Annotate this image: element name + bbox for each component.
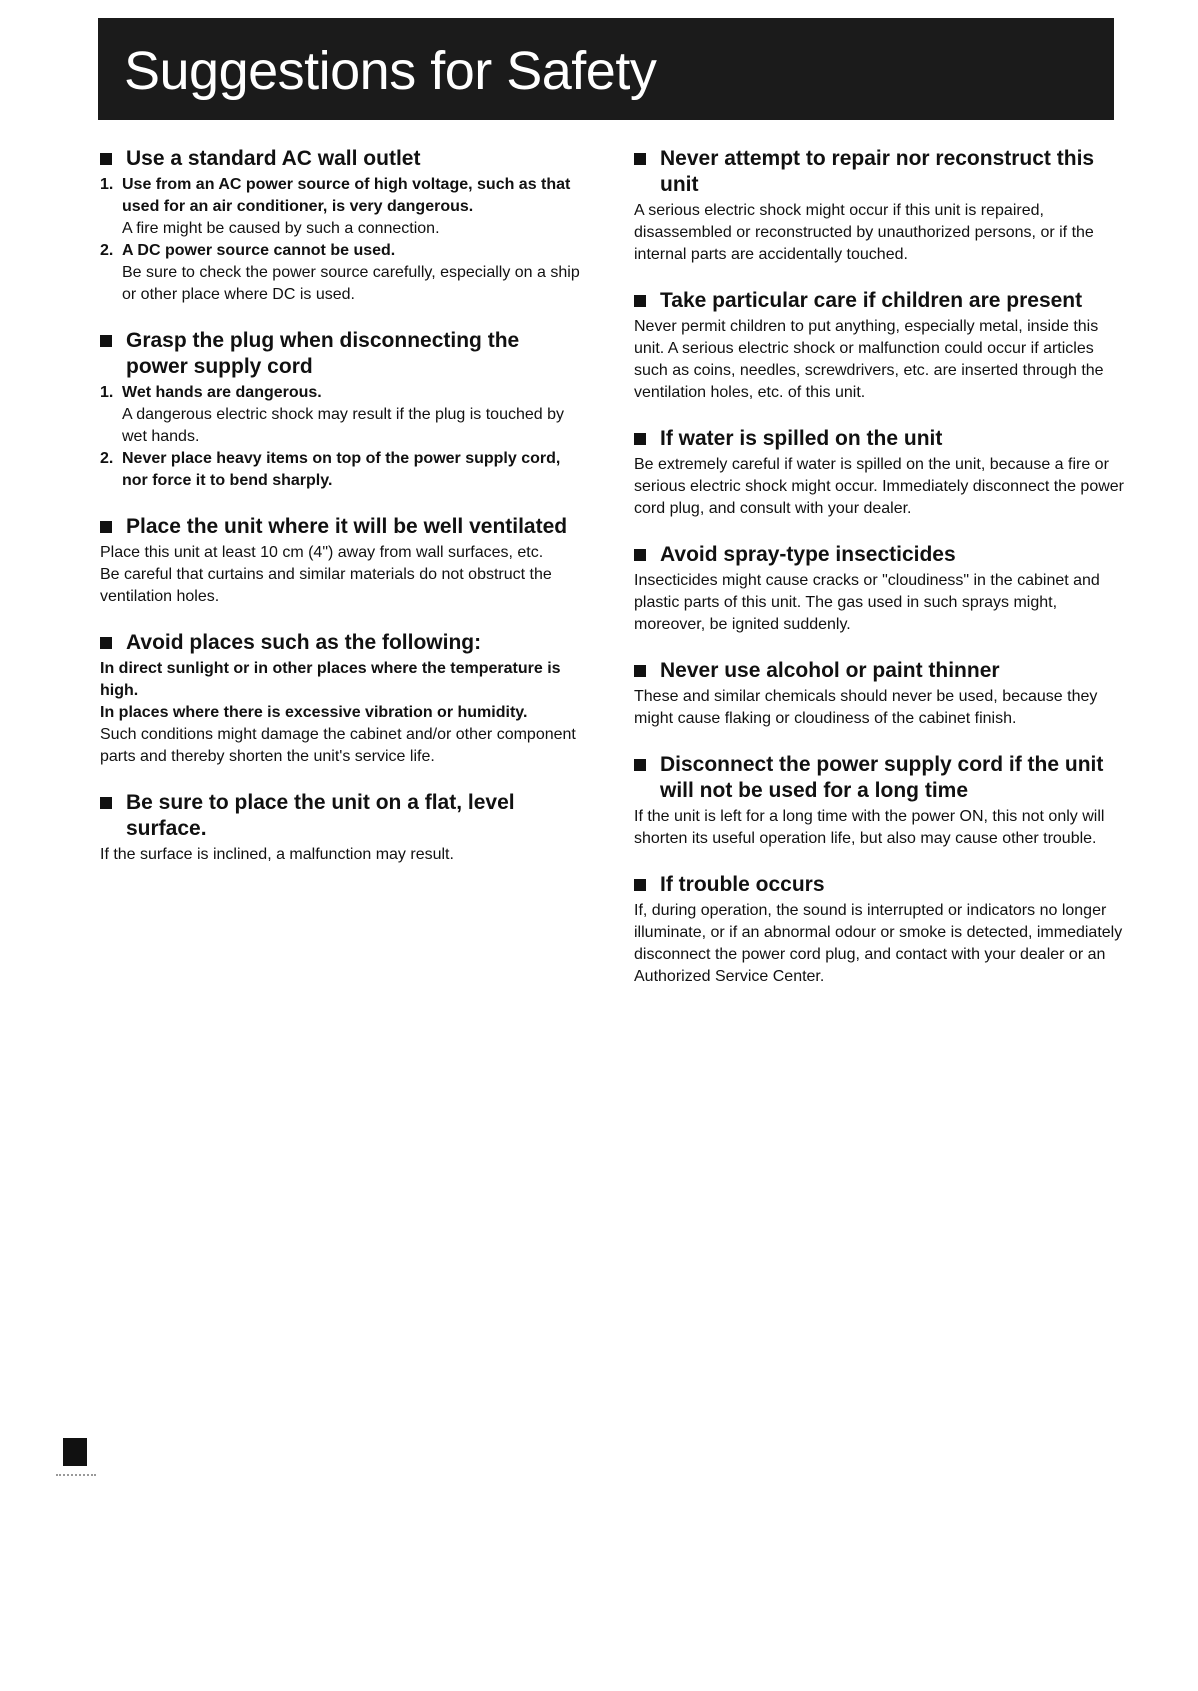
section-alcohol bbox=[634, 658, 1126, 730]
section-repair bbox=[634, 146, 1126, 266]
item-number: 2. bbox=[100, 450, 114, 467]
item-warning: Use from an AC power source of high voltage, such as that used for an air conditioner, is very dangerous. bbox=[122, 176, 571, 215]
section-heading: Disconnect the power supply cord if the unit will not be used for a long time bbox=[660, 753, 1104, 802]
section-text: If, during operation, the sound is interrupted or indicators no longer illuminate, or if an abnormal odour or smoke is detected, immediately disconnect the power cord plug, and contact with your dealer or an Authorized Service Center. bbox=[634, 902, 1123, 985]
section-text: Be careful that curtains and similar materials do not obstruct the ventilation holes. bbox=[100, 566, 552, 605]
item-text: A dangerous electric shock may result if the plug is touched by wet hands. bbox=[122, 406, 565, 445]
section-avoid-places bbox=[100, 630, 585, 768]
section-heading: Never use alcohol or paint thinner bbox=[660, 659, 1000, 682]
section-text: These and similar chemicals should never be used, because they might cause flaking or cloudiness of the cabinet finish. bbox=[634, 688, 1098, 727]
bullet-square-icon bbox=[634, 295, 646, 307]
section-warning: In places where there is excessive vibration or humidity. bbox=[100, 704, 528, 721]
section-heading: Grasp the plug when disconnecting the power supply cord bbox=[126, 329, 520, 378]
section-text: Be extremely careful if water is spilled on the unit, because a fire or serious electric shock might occur. Immediately disconnect the power cord plug, and consult with your dealer. bbox=[634, 456, 1124, 517]
bullet-square-icon bbox=[100, 335, 112, 347]
item-number: 2. bbox=[100, 242, 114, 259]
item-text: Be sure to check the power source carefully, especially on a ship or other place where DC is used. bbox=[122, 264, 580, 303]
right-column bbox=[634, 146, 1126, 1010]
section-heading: Place the unit where it will be well ventilated bbox=[126, 515, 568, 538]
section-text: A serious electric shock might occur if this unit is repaired, disassembled or reconstructed by unauthorized persons, or if the internal parts are accidentally touched. bbox=[634, 202, 1094, 263]
bullet-square-icon bbox=[634, 665, 646, 677]
section-text: Insecticides might cause cracks or "cloudiness" in the cabinet and plastic parts of this unit. The gas used in such sprays might, moreover, be ignited suddenly. bbox=[634, 572, 1100, 633]
section-heading: Avoid places such as the following: bbox=[126, 631, 482, 654]
section-heading: If water is spilled on the unit bbox=[660, 427, 943, 450]
section-water bbox=[634, 426, 1126, 520]
item-number: 1. bbox=[100, 384, 114, 401]
section-flat-surface bbox=[100, 790, 585, 866]
bullet-square-icon bbox=[634, 879, 646, 891]
list-item bbox=[100, 448, 585, 492]
section-text: If the unit is left for a long time with the power ON, this not only will shorten its useful operation life, but also may cause other trouble. bbox=[634, 808, 1105, 847]
bullet-square-icon bbox=[100, 797, 112, 809]
section-text: Such conditions might damage the cabinet and/or other component parts and thereby shorten the unit's service life. bbox=[100, 726, 576, 765]
page-marker bbox=[63, 1438, 87, 1466]
section-heading: Use a standard AC wall outlet bbox=[126, 147, 421, 170]
item-number: 1. bbox=[100, 176, 114, 193]
section-trouble bbox=[634, 872, 1126, 988]
item-warning: Wet hands are dangerous. bbox=[122, 384, 322, 401]
list-item bbox=[100, 240, 585, 306]
item-warning: A DC power source cannot be used. bbox=[122, 242, 396, 259]
section-grasp-plug bbox=[100, 328, 585, 492]
item-text: A fire might be caused by such a connection. bbox=[122, 220, 440, 237]
bullet-square-icon bbox=[100, 153, 112, 165]
section-heading: If trouble occurs bbox=[660, 873, 825, 896]
item-warning: Never place heavy items on top of the power supply cord, nor force it to bend sharply. bbox=[122, 450, 561, 489]
bullet-square-icon bbox=[100, 637, 112, 649]
section-disconnect bbox=[634, 752, 1126, 850]
section-warning: In direct sunlight or in other places where the temperature is high. bbox=[100, 660, 561, 699]
section-heading: Never attempt to repair nor reconstruct this unit bbox=[660, 147, 1095, 196]
list-item bbox=[100, 174, 585, 240]
section-text: If the surface is inclined, a malfunction may result. bbox=[100, 846, 454, 863]
section-heading: Take particular care if children are present bbox=[660, 289, 1083, 312]
bullet-square-icon bbox=[634, 153, 646, 165]
section-children bbox=[634, 288, 1126, 404]
section-text: Place this unit at least 10 cm (4") away from wall surfaces, etc. bbox=[100, 544, 544, 561]
list-item bbox=[100, 382, 585, 448]
bullet-square-icon bbox=[634, 433, 646, 445]
page-title: Suggestions for Safety bbox=[98, 18, 1114, 120]
left-column bbox=[100, 146, 585, 888]
bullet-square-icon bbox=[100, 521, 112, 533]
section-ventilation bbox=[100, 514, 585, 608]
section-insecticides bbox=[634, 542, 1126, 636]
section-heading: Avoid spray-type insecticides bbox=[660, 543, 956, 566]
section-heading: Be sure to place the unit on a flat, level surface. bbox=[126, 791, 515, 840]
section-text: Never permit children to put anything, especially metal, inside this unit. A serious electric shock or malfunction could occur if articles such as coins, needles, screwdrivers, etc. are inserted through the ventilation holes, etc. of this unit. bbox=[634, 318, 1104, 401]
bullet-square-icon bbox=[634, 759, 646, 771]
section-ac-outlet bbox=[100, 146, 585, 306]
bullet-square-icon bbox=[634, 549, 646, 561]
page-marker-dots bbox=[56, 1474, 96, 1482]
